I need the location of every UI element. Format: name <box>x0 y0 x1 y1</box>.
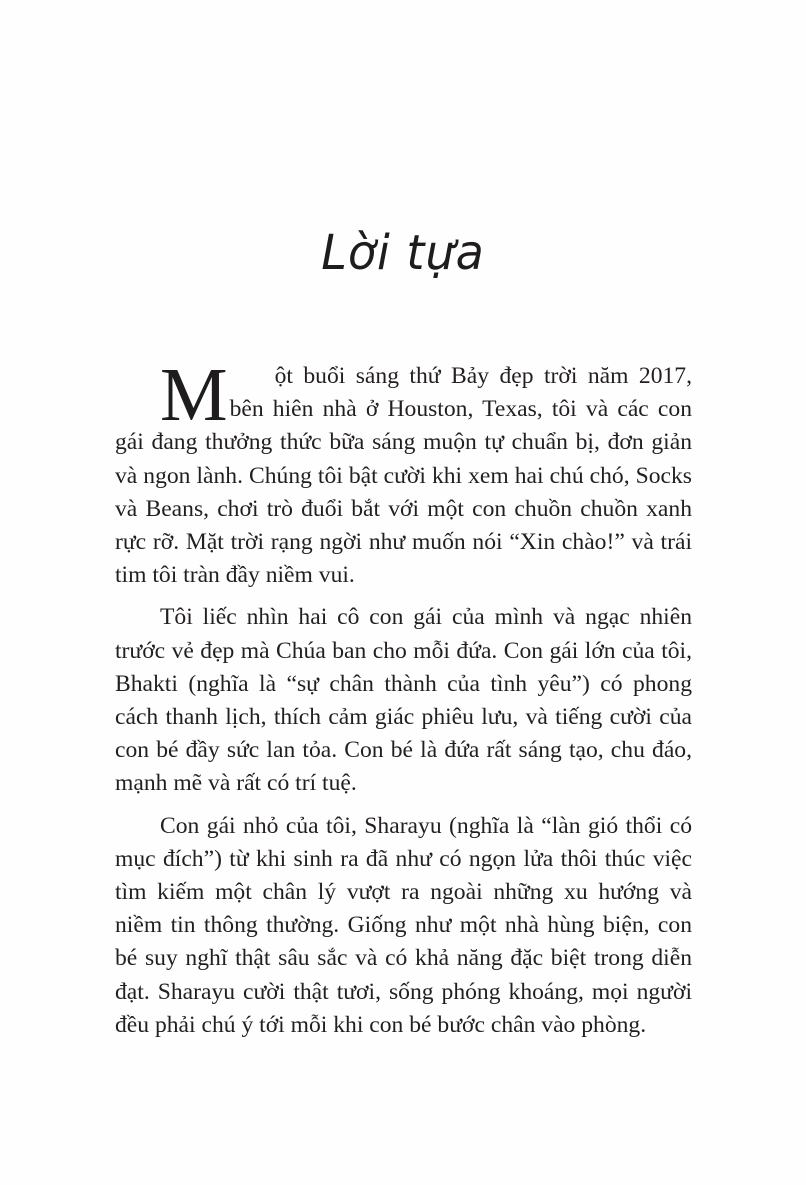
drop-cap: M <box>160 353 228 437</box>
chapter-title: Lời tựa <box>321 223 485 281</box>
paragraph-1-text: ột buổi sáng thứ Bảy đẹp trời năm 2017, bên hiên nhà ở Houston, Texas, tôi và các con gái đang thưởng thức bữa sáng muộn tự chuẩn bị, đơn giản và ngon lành. Chúng tôi bật cười khi xem hai chú chó, Socks và Beans, chơi trò đuổi bắt với một con chuồn chuồn xanh rực rỡ. Mặt trời rạng ngời như muốn nói “Xin chào!” và trái tim tôi tràn đầy niềm vui. <box>115 363 692 589</box>
paragraph-2: Tôi liếc nhìn hai cô con gái của mình và ngạc nhiên trước vẻ đẹp mà Chúa ban cho mỗi đứa. Con gái lớn của tôi, Bhakti (nghĩa là “sự chân thành của tình yêu”) có phong cách thanh lịch, thích cảm giác phiêu lưu, và tiếng cười của con bé đầy sức lan tỏa. Con bé là đứa rất sáng tạo, chu đáo, mạnh mẽ và rất có trí tuệ. <box>115 604 692 797</box>
body-text <box>115 353 692 1051</box>
paragraph-1 <box>115 353 692 592</box>
paragraph-3: Con gái nhỏ của tôi, Sharayu (nghĩa là “làn gió thổi có mục đích”) từ khi sinh ra đã như có ngọn lửa thôi thúc việc tìm kiếm một chân lý vượt ra ngoài những xu hướng và niềm tin thông thường. Giống như một nhà hùng biện, con bé suy nghĩ thật sâu sắc và có khả năng đặc biệt trong diễn đạt. Sharayu cười thật tươi, sống phóng khoáng, mọi người đều phải chú ý tới mỗi khi con bé bước chân vào phòng. <box>115 812 692 1038</box>
